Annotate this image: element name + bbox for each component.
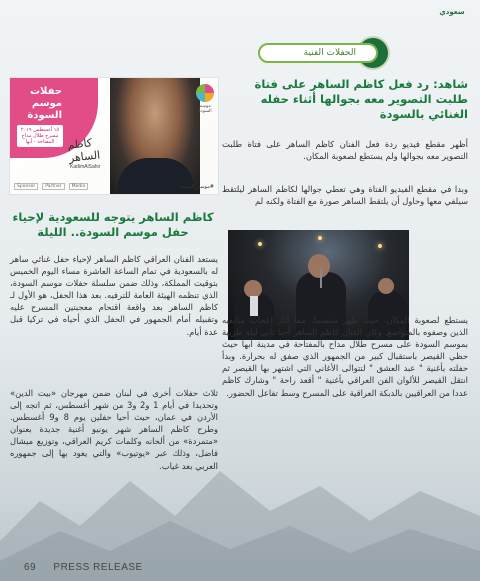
logo-label: سعودي: [439, 8, 465, 16]
poster-signature-en: KadimAlSahir: [70, 164, 101, 170]
footer-label: PRESS RELEASE: [53, 562, 143, 573]
sponsor-logo: Media: [69, 183, 89, 190]
poster-hashtag: #موسم_السودة: [179, 184, 214, 190]
article-right-paragraph-2: وبدا في مقطع الفيديو الفتاة وهي تعطي جوالها لكاظم الساهر ليلتقط سيلفي معها وحاول أن يلتقط الساهر صورة مع الفتاة ولكنه لم: [222, 184, 468, 207]
season-logo-icon: [196, 84, 214, 102]
poster-signature: كاظم الساهر: [66, 136, 101, 165]
page-number: 69: [24, 562, 37, 573]
article-right-paragraph-1: أظهر مقطع فيديو ردة فعل الفنان كاظم الساهر على فتاة طلبت التصوير معه بجوالها ولم يستطع لصعوبة المكان.: [222, 139, 468, 162]
stage-light: [378, 244, 382, 248]
article-left-paragraph-2: ثلاث حفلات أخرى في لبنان ضمن مهرجان «بيت الدين» وتحديدا في أيام 1 و2 و3 من شهر أغسطس، ثم اتجه إلى الأردن في عمان، حيث أحيا حفلين يوم 8 و9 أغسطس. وطرح كاظم الساهر شهر يونيو أغنية جديدة بعنوان «متمردة» من ألحانه وكلمات كريم العراقي، وتوزيع ميشال فاضل، وذلك عبر «يوتيوب» والتي يعود بها إلى جمهوره العربي بعد غياب.: [10, 388, 218, 471]
article-right-paragraph-3: يستطع لصعوبة المكان، حيث ظهر مبتسما، مما أثار إعجاب متابعيه الذين وصفوه بالمتواضع. وكان الفنان كاظم الساهر أحيا ثاني ليلة طربية بموسم السودة على مسرح طلال مداح بالمفتاحة في مدينة أبها حيث حظي القيصر باستقبال كبير من الجمهور الذي صفق له بحرارة. وبدأ حفلته بأغنية " عبد العشق " لتتوالى الأغاني التي اشتهر بها القيصر ثم انتقل القيصر للألوان الفن العراقي بأغنية " أقعد راحة " وشارك كاظم عددا من العراقيين بالدبكة العراقية على المسرح وسط تفاعل الحضور.: [222, 315, 468, 398]
singer-head: [308, 254, 330, 278]
sponsor-logo: Partner: [42, 183, 64, 190]
article-left-paragraph-1: يستعد الفنان العراقي كاظم الساهر لإحياء حفل غنائي ساهر له بالسعودية في تمام الساعة العاشرة مساء اليوم الخميس بتوقيت المملكة، وذلك ضمن سلسلة حفلات موسم السودة، الذي تنظمه الهيئة العامة للترفيه. بعد هذا الحفل، هو الأول لـ كاظم الساهر بعد واقعة اقتحام معجبتين المسرح عليه وتقبيله أمام الجمهور في الحفل الذي أحياه في تركيا قبل عدة أيام.: [10, 254, 218, 337]
poster-title: حفلات موسم السودة: [27, 86, 62, 121]
article-right-title: شاهد: رد فعل كاظم الساهر على فتاة طلبت التصوير معه بجوالها أثناء حفله الغنائي بالسودة: [254, 77, 468, 121]
poster-sponsors: [14, 183, 88, 190]
musician-right-head: [378, 278, 394, 294]
section-header: [258, 43, 378, 63]
stage-light: [318, 236, 322, 240]
page-footer: [24, 562, 143, 573]
microphone: [320, 268, 322, 288]
article-left-title: كاظم الساهر يتوجه للسعودية لإحياء حفل موسم السودة.. الليلة: [12, 210, 214, 239]
season-logo-caption: موسم السودة: [198, 104, 212, 114]
section-label: الحفلات الفنية: [303, 48, 356, 58]
poster-date: ١٥ أغسطس ٢٠١٩ مسرح طلال مداح المفتاحة - أبها: [16, 124, 64, 148]
musician-left-shirt: [250, 296, 258, 316]
concert-poster: [9, 77, 219, 195]
stage-light: [258, 242, 262, 246]
sponsor-logo: Sponsor: [14, 183, 38, 190]
